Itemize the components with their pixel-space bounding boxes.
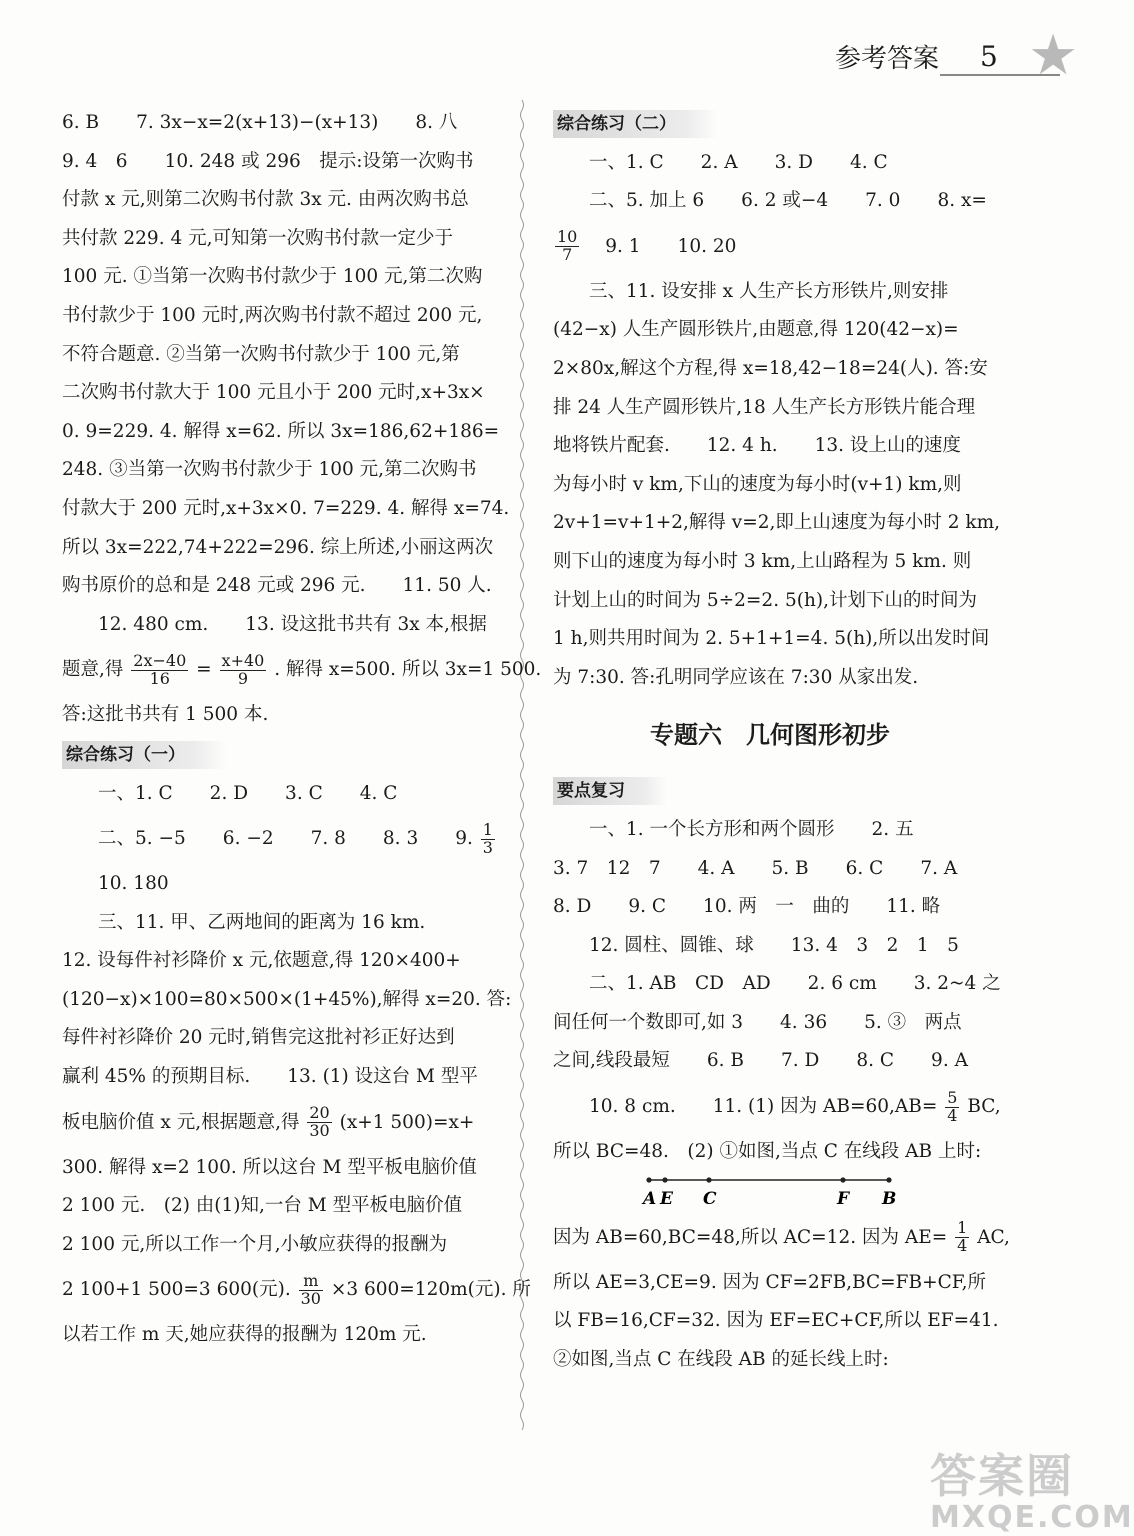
denominator: 30 xyxy=(309,1121,330,1141)
point-c xyxy=(706,1177,711,1182)
fraction xyxy=(220,653,267,688)
answer-line: 之间,线段最短 6. B 7. D 8. C 9. A xyxy=(553,1050,968,1072)
numerator: 1 xyxy=(482,819,493,839)
answer-line: 12. 设每件衬衫降价 x 元,依题意,得 120×400+ xyxy=(62,950,461,972)
answer-line-fraction xyxy=(62,813,498,865)
section-heading: 要点复习 xyxy=(553,777,667,805)
label-a: A xyxy=(643,1188,657,1209)
answer-line: 10. 180 xyxy=(98,873,169,895)
answer-line: 三、11. 设安排 x 人生产长方形铁片,则安排 xyxy=(589,280,949,302)
text: . 解得 x=500. 所以 3x=1 500. xyxy=(274,659,542,681)
answer-line: 以 FB=16,CF=32. 因为 EF=EC+CF,所以 EF=41. xyxy=(553,1310,999,1332)
point-f xyxy=(840,1177,845,1182)
point-e xyxy=(662,1177,667,1182)
answer-line: 100 元. ①当第一次购书付款少于 100 元,第二次购 xyxy=(62,266,483,288)
answer-line: 付款 x 元,则第二次购书付款 3x 元. 由两次购书总 xyxy=(62,189,469,211)
chapter-title: 专题六 几何图形初步 xyxy=(650,721,890,750)
text: 因为 AB=60,BC=48,所以 AC=12. 因为 AE= xyxy=(553,1226,948,1248)
answer-line: 排 24 人生产圆形铁片,18 人生产长方形铁片能合理 xyxy=(553,396,976,418)
answer-line: 0. 9=229. 4. 解得 x=62. 所以 3x=186,62+186= xyxy=(62,420,500,442)
segment-figure xyxy=(553,1172,987,1212)
fraction xyxy=(481,819,495,857)
text: 二、5. −5 6. −2 7. 8 8. 3 9. xyxy=(98,828,473,850)
answer-line: 6. B 7. 3x−x=2(x+13)−(x+13) 8. 八 xyxy=(62,112,458,133)
text: BC, xyxy=(967,1096,1001,1118)
label-c: C xyxy=(703,1188,717,1209)
answer-line: 9. 4 6 10. 248 或 296 提示:设第一次购书 xyxy=(62,150,474,172)
answer-line: 付款大于 200 元时,x+3x×0. 7=229. 4. 解得 x=74. xyxy=(62,497,510,519)
answer-line: 248. ③当第一次购书付款少于 100 元,第二次购书 xyxy=(62,459,477,481)
answer-line: 答:这批书共有 1 500 本. xyxy=(62,704,269,726)
answer-line: 二次购书付款大于 100 元且小于 200 元时,x+3x× xyxy=(62,382,485,404)
text: 板电脑价值 x 元,根据题意,得 xyxy=(62,1111,300,1133)
text: (x+1 500)=x+ xyxy=(339,1111,475,1133)
answer-line: 所以 AE=3,CE=9. 因为 CF=2FB,BC=FB+CF,所 xyxy=(553,1271,987,1293)
numerator: m xyxy=(299,1273,323,1291)
answer-line: 一、1. C 2. A 3. D 4. C xyxy=(589,151,888,173)
fraction xyxy=(955,1220,969,1255)
answer-line: 共付款 229. 4 元,可知第一次购书付款一定少于 xyxy=(62,227,453,249)
answer-line: 二、1. AB CD AD 2. 6 cm 3. 2~4 之 xyxy=(589,973,1001,995)
header-title: 参考答案 xyxy=(835,44,940,74)
answer-line: 为每小时 v km,下山的速度为每小时(v+1) km,则 xyxy=(553,473,962,495)
left-column xyxy=(62,104,542,1355)
watermark-text: 答案圈 xyxy=(930,1449,1074,1503)
point-b xyxy=(886,1177,891,1182)
answer-line: 12. 圆柱、圆锥、球 13. 4 3 2 1 5 xyxy=(589,934,959,956)
numerator: 10 xyxy=(557,227,578,247)
watermark-logo xyxy=(930,1440,1134,1535)
fraction xyxy=(131,653,188,688)
watermark-url: MXQE.COM xyxy=(930,1500,1134,1535)
answer-line: 8. D 9. C 10. 两 一 曲的 11. 略 xyxy=(553,896,941,918)
answer-line: 书付款少于 100 元时,两次购书付款不超过 200 元, xyxy=(62,304,483,326)
denominator: 16 xyxy=(149,668,170,688)
text: 10. 8 cm. 11. (1) 因为 AB=60,AB= xyxy=(589,1096,938,1118)
answer-line-fraction xyxy=(62,644,542,696)
answer-line: 2v+1=v+1+2,解得 v=2,即上山速度为每小时 2 km, xyxy=(553,512,1001,534)
numerator: x+40 xyxy=(221,651,265,671)
label-f: F xyxy=(837,1188,850,1209)
answer-line: ②如图,当点 C 在线段 AB 的延长线上时: xyxy=(553,1348,889,1370)
numerator: 5 xyxy=(947,1087,958,1107)
answer-line: 2 100 元. (2) 由(1)知,一台 M 型平板电脑价值 xyxy=(62,1195,463,1217)
answer-line-fraction xyxy=(62,1097,498,1149)
answer-line: 间任何一个数即可,如 3 4. 36 5. ③ 两点 xyxy=(553,1011,962,1033)
section-heading: 综合练习（二） xyxy=(553,110,718,138)
answer-line: 300. 解得 x=2 100. 所以这台 M 型平板电脑价值 xyxy=(62,1156,477,1178)
fraction xyxy=(307,1105,331,1140)
answer-line-fraction xyxy=(553,1212,1010,1264)
answer-line: 2 100 元,所以工作一个月,小敏应获得的报酬为 xyxy=(62,1233,448,1255)
text: ×3 600=120m(元). 所 xyxy=(330,1279,531,1301)
star-icon: ★ xyxy=(1028,23,1079,88)
answer-line: 每件衬衫降价 20 元时,销售完这批衬衫正好达到 xyxy=(62,1027,455,1049)
text: AC, xyxy=(977,1226,1010,1248)
answer-line: 则下山的速度为每小时 3 km,上山路程为 5 km. 则 xyxy=(553,550,972,572)
text: 题意,得 xyxy=(62,659,124,681)
numerator: 1 xyxy=(957,1218,968,1238)
text: = xyxy=(196,659,212,681)
section-heading: 综合练习（一） xyxy=(62,741,227,769)
label-b: B xyxy=(882,1188,897,1209)
fraction xyxy=(299,1273,323,1308)
denominator: 30 xyxy=(300,1288,321,1308)
answer-line-fraction xyxy=(553,1081,1001,1133)
right-column xyxy=(553,104,1010,1379)
answer-line: 以若工作 m 天,她应获得的报酬为 120m 元. xyxy=(62,1324,427,1346)
page-number: 5 xyxy=(980,40,998,73)
segment-diagram xyxy=(553,1172,987,1216)
answer-line: (120−x)×100=80×500×(1+45%),解得 x=20. 答: xyxy=(62,988,512,1010)
fraction xyxy=(945,1087,959,1125)
answer-line: 二、5. 加上 6 6. 2 或−4 7. 0 8. x= xyxy=(589,190,987,212)
answer-line: 计划上山的时间为 5÷2=2. 5(h),计划下山的时间为 xyxy=(553,589,977,611)
answer-line: 所以 3x=222,74+222=296. 综上所述,小丽这两次 xyxy=(62,536,494,558)
answer-line: 为 7:30. 答:孔明同学应该在 7:30 从家出发. xyxy=(553,666,919,688)
answer-line: 三、11. 甲、乙两地间的距离为 16 km. xyxy=(98,911,426,933)
answer-line: 12. 480 cm. 13. 设这批书共有 3x 本,根据 xyxy=(98,613,487,635)
numerator: 2x−40 xyxy=(133,651,187,671)
point-a xyxy=(646,1177,651,1182)
numerator: 20 xyxy=(309,1103,330,1123)
column-divider xyxy=(519,100,525,1430)
answer-line: (42−x) 人生产圆形铁片,由题意,得 120(42−x)= xyxy=(553,319,959,341)
answer-line: 赢利 45% 的预期目标. 13. (1) 设这台 M 型平 xyxy=(62,1066,478,1088)
text: 9. 1 10. 20 xyxy=(605,235,737,257)
answer-line: 购书原价的总和是 248 元或 296 元. 11. 50 人. xyxy=(62,575,492,597)
fraction xyxy=(555,229,579,264)
answer-line-fraction xyxy=(62,1264,531,1316)
answer-line: 一、1. 一个长方形和两个圆形 2. 五 xyxy=(589,818,914,840)
denominator: 9 xyxy=(237,668,249,688)
answer-line: 不符合题意. ②当第一次购书付款少于 100 元,第 xyxy=(62,343,460,365)
denominator: 4 xyxy=(947,1105,958,1125)
denominator: 7 xyxy=(562,245,573,265)
answer-line-fraction xyxy=(553,221,987,273)
answer-line: 所以 BC=48. (2) ①如图,当点 C 在线段 AB 上时: xyxy=(553,1141,982,1163)
denominator: 3 xyxy=(482,837,493,857)
answer-line: 地将铁片配套. 12. 4 h. 13. 设上山的速度 xyxy=(553,435,961,457)
label-e: E xyxy=(660,1188,673,1209)
denominator: 4 xyxy=(957,1236,968,1256)
text: 2 100+1 500=3 600(元). xyxy=(62,1279,291,1301)
answer-line: 2×80x,解这个方程,得 x=18,42−18=24(人). 答:安 xyxy=(553,357,988,379)
answer-line: 3. 7 12 7 4. A 5. B 6. C 7. A xyxy=(553,857,958,879)
answer-line: 一、1. C 2. D 3. C 4. C xyxy=(98,782,398,804)
answer-line: 1 h,则共用时间为 2. 5+1+1=4. 5(h),所以出发时间 xyxy=(553,628,990,650)
